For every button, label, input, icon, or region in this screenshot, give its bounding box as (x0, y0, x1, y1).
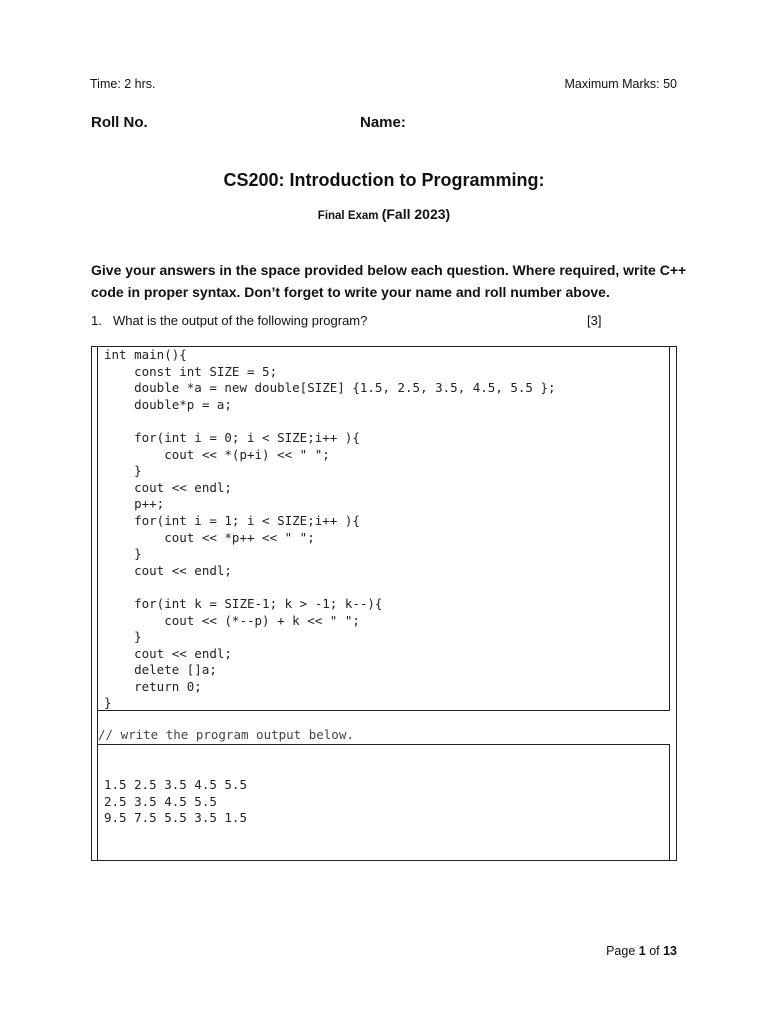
code-line: cout << (*--p) + k << " "; (104, 612, 360, 628)
page-number (606, 944, 677, 958)
code-line: cout << endl; (104, 479, 232, 495)
page-total: 13 (663, 944, 677, 958)
exam-instructions: Give your answers in the space provided below each question. Where required, write C++ code in proper syntax. Don’t forget to write your name and roll number above. (91, 262, 687, 300)
code-line (104, 579, 556, 596)
exam-subtitle (0, 206, 768, 222)
page-current: 1 (638, 944, 646, 958)
code-line: for(int k = SIZE-1; k > -1; k--){ (104, 595, 383, 611)
code-line: cout << endl; (104, 562, 232, 578)
code-line: double*p = a; (104, 396, 232, 412)
exam-name: Final Exam (317, 210, 382, 222)
name-label: Name: (360, 114, 406, 131)
output-prompt: // write the program output below. (98, 727, 354, 742)
code-line: double *a = new double[SIZE] {1.5, 2.5, 3.5, 4.5, 5.5 }; (104, 380, 556, 396)
code-line: cout << *(p+i) << " "; (104, 446, 330, 462)
code-line: cout << endl; (104, 645, 232, 661)
code-line (104, 413, 556, 430)
code-line: } (104, 463, 142, 479)
code-line: } (104, 546, 142, 562)
answer-line: 9.5 7.5 5.5 3.5 1.5 (104, 810, 247, 826)
code-line: const int SIZE = 5; (104, 363, 278, 379)
roll-number-label: Roll No. (91, 114, 148, 131)
question-text: What is the output of the following program? (113, 313, 368, 328)
code-listing (104, 347, 556, 712)
code-line: } (104, 695, 112, 711)
code-line: } (104, 629, 142, 645)
question-marks: [3] (587, 313, 602, 328)
answer-text (104, 777, 247, 827)
question-1 (91, 313, 621, 328)
maximum-marks: Maximum Marks: 50 (564, 77, 677, 91)
question-number: 1. (91, 313, 102, 328)
answer-line: 2.5 3.5 4.5 5.5 (104, 793, 217, 809)
course-title: CS200: Introduction to Programming: (223, 170, 545, 190)
code-line: delete []a; (104, 662, 217, 678)
code-line: for(int i = 1; i < SIZE;i++ ){ (104, 512, 360, 528)
code-line: for(int i = 0; i < SIZE;i++ ){ (104, 429, 360, 445)
answer-line: 1.5 2.5 3.5 4.5 5.5 (104, 777, 247, 792)
code-line: int main(){ (104, 347, 187, 362)
exam-term: (Fall 2023) (381, 206, 451, 222)
page-of: of (645, 944, 664, 958)
exam-duration: Time: 2 hrs. (90, 77, 156, 91)
code-line: return 0; (104, 678, 202, 694)
page-prefix: Page (606, 944, 639, 958)
code-line: p++; (104, 496, 165, 512)
code-line: cout << *p++ << " "; (104, 529, 315, 545)
